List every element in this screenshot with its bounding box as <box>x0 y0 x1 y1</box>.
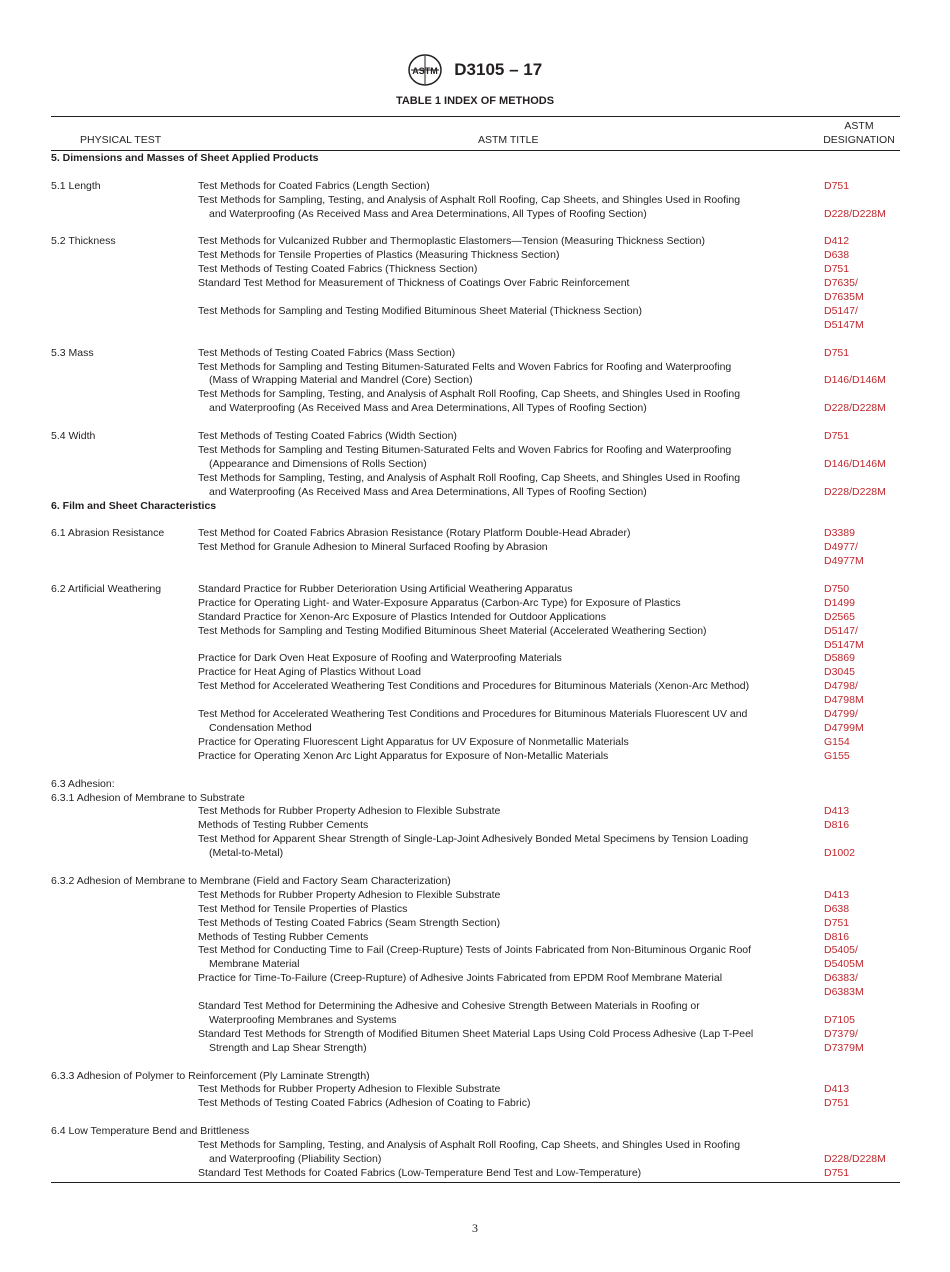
table-row <box>51 583 900 597</box>
title-line: Test Methods for Sampling, Testing, and Analysis of Asphalt Roll Roofing, Cap Sheets, and Shingles Used in Roofing <box>198 193 741 206</box>
designation-cell <box>824 666 855 680</box>
table-row <box>51 680 900 708</box>
designation-line <box>824 472 886 486</box>
page-number: 3 <box>472 1221 478 1235</box>
table-row <box>51 263 900 277</box>
designation-line <box>824 1000 855 1014</box>
title-line: Test Method for Granule Adhesion to Mineral Surfaced Roofing by Abrasion <box>198 541 548 554</box>
title-line: Test Methods for Sampling, Testing, and Analysis of Asphalt Roll Roofing, Cap Sheets, and Shingles Used in Roofing <box>198 471 741 484</box>
designation-cell <box>824 277 864 305</box>
designation-cell <box>824 527 855 541</box>
title-line: Standard Practice for Rubber Deterioration Using Artificial Weathering Apparatus <box>198 582 573 595</box>
astm-title-cell <box>198 819 811 833</box>
designation-line: D751 <box>824 1097 850 1110</box>
designation-cell <box>824 235 849 249</box>
column-header-astm-designation: ASTM DESIGNATION <box>823 120 895 146</box>
title-line: Test Methods of Testing Coated Fabrics (Thickness Section) <box>198 263 478 276</box>
table-row <box>51 1167 900 1181</box>
row-spacer <box>51 764 900 778</box>
table-row <box>51 472 900 500</box>
table-row <box>51 1028 900 1056</box>
designation-line: D4799/ <box>824 708 858 721</box>
table-row <box>51 361 900 389</box>
designation-cell <box>824 597 855 611</box>
designation-cell <box>824 361 886 389</box>
designation-line: D7635M <box>824 291 864 304</box>
subsection-heading <box>51 778 900 792</box>
row-spacer <box>51 861 900 875</box>
title-line: Membrane Material <box>209 958 300 971</box>
table-row <box>51 430 900 444</box>
designation-line: D5147M <box>824 638 864 651</box>
title-line: Practice for Operating Xenon Arc Light Apparatus for Exposure of Non-Metallic Materials <box>198 749 609 762</box>
table-row <box>51 903 900 917</box>
table-row <box>51 347 900 361</box>
document-header <box>0 54 950 86</box>
title-line: (Mass of Wrapping Material and Mandrel (Core) Section) <box>209 374 473 387</box>
row-spacer <box>51 513 900 527</box>
designation-cell <box>824 680 864 708</box>
astm-title-cell <box>198 1139 811 1167</box>
designation-line: D228/D228M <box>824 402 886 415</box>
designation-cell <box>824 472 886 500</box>
title-line: Test Method for Tensile Properties of Plastics <box>198 902 408 915</box>
designation-cell <box>824 889 849 903</box>
astm-title-cell <box>198 263 811 277</box>
table-top-rule <box>51 116 900 117</box>
designation-cell <box>824 430 849 444</box>
astm-title-cell <box>198 666 811 680</box>
table-row <box>51 652 900 666</box>
designation-line <box>824 194 886 208</box>
designation-line: D3045 <box>824 666 855 679</box>
title-line: Test Methods for Sampling and Testing Bitumen-Saturated Felts and Woven Fabrics for Roofing and Waterproofing <box>198 443 732 456</box>
title-line: Test Methods for Rubber Property Adhesion to Flexible Substrate <box>198 1083 501 1096</box>
title-line: Test Methods for Vulcanized Rubber and Thermoplastic Elastomers—Tension (Measuring Thickness Section) <box>198 235 705 248</box>
astm-title-cell <box>198 1083 811 1097</box>
astm-title-cell <box>198 833 811 861</box>
row-spacer <box>51 569 900 583</box>
designation-cell <box>824 180 849 194</box>
designation-line: D7379M <box>824 1041 864 1054</box>
astm-title-cell <box>198 472 811 500</box>
astm-title-cell <box>198 180 811 194</box>
designation-line: D4977/ <box>824 541 858 554</box>
title-line: Methods of Testing Rubber Cements <box>198 819 369 832</box>
astm-title-cell <box>198 736 811 750</box>
designation-line: D638 <box>824 249 850 262</box>
row-spacer <box>51 1056 900 1070</box>
column-header-astm-title: ASTM TITLE <box>478 134 539 146</box>
astm-title-cell <box>198 597 811 611</box>
subsection-heading <box>51 1070 900 1084</box>
designation-cell <box>824 249 849 263</box>
designation-cell <box>824 263 849 277</box>
title-line: Practice for Dark Oven Heat Exposure of Roofing and Waterproofing Materials <box>198 652 562 665</box>
designation-line <box>824 388 886 402</box>
title-line: Test Methods for Sampling and Testing Modified Bituminous Sheet Material (Thickness Section) <box>198 304 642 317</box>
designation-line: D4799M <box>824 721 864 734</box>
astm-title-cell <box>198 388 811 416</box>
designation-line: D5147/ <box>824 624 858 637</box>
designation-line: D751 <box>824 346 850 359</box>
designation-line: D7635/ <box>824 277 858 290</box>
row-spacer <box>51 166 900 180</box>
designation-cell <box>824 833 855 861</box>
designation-line: D6383/ <box>824 972 858 985</box>
designation-line: D751 <box>824 263 850 276</box>
designation-line: D5869 <box>824 652 855 665</box>
designation-line: D146/D146M <box>824 457 886 470</box>
title-line: Standard Test Method for Determining the Adhesive and Cohesive Strength Between Materials in Roofing or <box>198 1000 700 1013</box>
title-line: and Waterproofing (As Received Mass and Area Determinations, All Types of Roofing Section) <box>209 485 647 498</box>
astm-title-cell <box>198 1097 811 1111</box>
subsection-heading <box>51 1125 900 1139</box>
astm-title-cell <box>198 680 811 694</box>
astm-title-cell <box>198 305 811 319</box>
designation-cell <box>824 1083 849 1097</box>
table-row <box>51 833 900 861</box>
title-line: Test Methods of Testing Coated Fabrics (Width Section) <box>198 430 457 443</box>
table-row <box>51 972 900 1000</box>
astm-title-cell <box>198 361 811 389</box>
table-row <box>51 1000 900 1028</box>
table-row <box>51 527 900 541</box>
astm-title-cell <box>198 889 811 903</box>
row-label: 6. Film and Sheet Characteristics <box>51 499 217 512</box>
designation-line: D412 <box>824 235 850 248</box>
designation-line: D816 <box>824 930 850 943</box>
table-row <box>51 611 900 625</box>
designation-line <box>824 361 886 375</box>
document-designation: D3105 – 17 <box>454 60 543 79</box>
title-line: Standard Test Methods for Strength of Modified Bitumen Sheet Material Laps Using Cold Process Adhesive (Lap T-Peel <box>198 1027 754 1040</box>
designation-cell <box>824 1167 849 1181</box>
designation-cell <box>824 944 864 972</box>
astm-title-cell <box>198 1167 811 1181</box>
row-spacer <box>51 222 900 236</box>
astm-title-cell <box>198 944 811 972</box>
title-line: Test Methods of Testing Coated Fabrics (Adhesion of Coating to Fabric) <box>198 1097 531 1110</box>
designation-line <box>824 1139 886 1153</box>
astm-title-cell <box>198 444 811 472</box>
astm-title-cell <box>198 347 811 361</box>
designation-line: G155 <box>824 749 850 762</box>
table-row <box>51 305 900 333</box>
astm-title-cell <box>198 931 811 945</box>
designation-cell <box>824 736 850 750</box>
designation-cell <box>824 708 864 736</box>
title-line: Waterproofing Membranes and Systems <box>209 1013 397 1026</box>
title-line: Practice for Operating Fluorescent Light Apparatus for UV Exposure of Nonmetallic Materials <box>198 735 629 748</box>
title-line: Test Methods of Testing Coated Fabrics (Mass Section) <box>198 346 456 359</box>
astm-title-cell <box>198 972 811 986</box>
designation-cell <box>824 194 886 222</box>
row-label: 6.3 Adhesion: <box>51 777 115 790</box>
title-line: Test Methods for Sampling, Testing, and Analysis of Asphalt Roll Roofing, Cap Sheets, and Shingles Used in Roofing <box>198 388 741 401</box>
astm-title-cell <box>198 708 811 736</box>
table-row <box>51 388 900 416</box>
table-row <box>51 931 900 945</box>
title-line: Practice for Operating Light- and Water-Exposure Apparatus (Carbon-Arc Type) for Exposure of Plastics <box>198 596 681 609</box>
title-line: Test Methods for Tensile Properties of Plastics (Measuring Thickness Section) <box>198 249 560 262</box>
designation-line: D751 <box>824 430 850 443</box>
designation-line <box>824 833 855 847</box>
row-label: 6.4 Low Temperature Bend and Brittleness <box>51 1125 250 1138</box>
title-line: Condensation Method <box>209 721 312 734</box>
table-row <box>51 917 900 931</box>
designation-line: D751 <box>824 179 850 192</box>
title-line: Methods of Testing Rubber Cements <box>198 930 369 943</box>
designation-line: D5405/ <box>824 944 858 957</box>
designation-cell <box>824 1097 849 1111</box>
astm-title-cell <box>198 611 811 625</box>
designation-line: D750 <box>824 582 850 595</box>
astm-title-cell <box>198 1028 811 1056</box>
title-line: Test Methods for Coated Fabrics (Length Section) <box>198 179 430 192</box>
designation-cell <box>824 652 855 666</box>
designation-cell <box>824 972 864 1000</box>
title-line: Test Methods of Testing Coated Fabrics (Seam Strength Section) <box>198 916 501 929</box>
astm-title-cell <box>198 652 811 666</box>
designation-line: D228/D228M <box>824 1153 886 1165</box>
title-line: Test Method for Accelerated Weathering Test Conditions and Procedures for Bituminous Materials Fluorescent UV and <box>198 708 748 721</box>
table-row <box>51 666 900 680</box>
designation-line: G154 <box>824 735 850 748</box>
title-line: Strength and Lap Shear Strength) <box>209 1041 367 1054</box>
physical-test-cell: 5.2 Thickness <box>51 235 116 248</box>
table-row <box>51 736 900 750</box>
designation-line: D1499 <box>824 596 855 609</box>
designation-line: D2565 <box>824 610 855 623</box>
designation-line: D413 <box>824 888 850 901</box>
title-line: Test Method for Conducting Time to Fail (Creep-Rupture) Tests of Joints Fabricated from Non-Bituminous Organic Roof <box>198 944 752 957</box>
designation-line: D751 <box>824 1166 850 1179</box>
designation-cell <box>824 541 864 569</box>
designation-line <box>824 444 886 458</box>
designation-line: D413 <box>824 805 850 818</box>
section-heading <box>51 500 900 514</box>
designation-line: D751 <box>824 916 850 929</box>
designation-cell <box>824 931 849 945</box>
designation-line: D228/D228M <box>824 485 886 498</box>
title-line: Test Methods for Sampling, Testing, and Analysis of Asphalt Roll Roofing, Cap Sheets, and Shingles Used in Roofing <box>198 1139 741 1152</box>
astm-title-cell <box>198 249 811 263</box>
svg-text:ASTM: ASTM <box>412 66 438 76</box>
physical-test-cell: 6.1 Abrasion Resistance <box>51 527 165 540</box>
title-line: and Waterproofing (As Received Mass and Area Determinations, All Types of Roofing Section) <box>209 402 647 415</box>
row-label: 6.3.1 Adhesion of Membrane to Substrate <box>51 791 245 804</box>
astm-title-cell <box>198 541 811 555</box>
table-row <box>51 944 900 972</box>
table-title: TABLE 1 INDEX OF METHODS <box>395 95 555 107</box>
section-heading <box>51 152 900 166</box>
title-line: Test Methods for Sampling and Testing Modified Bituminous Sheet Material (Accelerated Weathering Section) <box>198 624 707 637</box>
designation-cell <box>824 819 849 833</box>
table-row <box>51 889 900 903</box>
table-row <box>51 750 900 764</box>
astm-title-cell <box>198 903 811 917</box>
designation-cell <box>824 611 855 625</box>
physical-test-cell: 5.4 Width <box>51 430 96 443</box>
column-header-physical-test: PHYSICAL TEST <box>80 134 162 146</box>
table-row <box>51 277 900 305</box>
table-row <box>51 805 900 819</box>
designation-line: D816 <box>824 819 850 832</box>
astm-title-cell <box>198 750 811 764</box>
designation-cell <box>824 305 864 333</box>
title-line: and Waterproofing (Pliability Section) <box>209 1153 382 1165</box>
designation-line: D7105 <box>824 1013 855 1026</box>
title-line: Standard Practice for Xenon-Arc Exposure of Plastics Intended for Outdoor Applications <box>198 610 606 623</box>
subsection-heading <box>51 792 900 806</box>
title-line: Test Method for Accelerated Weathering Test Conditions and Procedures for Bituminous Materials (Xenon-Arc Method) <box>198 680 750 693</box>
table-row <box>51 194 900 222</box>
designation-cell <box>824 625 864 653</box>
designation-line: D4798/ <box>824 680 858 693</box>
astm-title-cell <box>198 805 811 819</box>
designation-cell <box>824 347 849 361</box>
designation-line: D5405M <box>824 958 864 971</box>
designation-line: D228/D228M <box>824 207 886 220</box>
designation-cell <box>824 444 886 472</box>
designation-line: D4977M <box>824 555 864 568</box>
table-row <box>51 235 900 249</box>
table-row <box>51 180 900 194</box>
title-line: Test Method for Coated Fabrics Abrasion Resistance (Rotary Platform Double-Head Abrader) <box>198 527 631 540</box>
physical-test-cell: 5.3 Mass <box>51 346 94 359</box>
astm-title-cell <box>198 917 811 931</box>
table-row <box>51 1097 900 1111</box>
table-row <box>51 444 900 472</box>
table-row <box>51 708 900 736</box>
designation-cell <box>824 583 849 597</box>
title-line: (Appearance and Dimensions of Rolls Section) <box>209 457 427 470</box>
designation-cell <box>824 917 849 931</box>
title-line: Standard Test Methods for Coated Fabrics (Low-Temperature Bend Test and Low-Temperature) <box>198 1166 642 1179</box>
title-line: Test Methods for Rubber Property Adhesion to Flexible Substrate <box>198 805 501 818</box>
table-row <box>51 1083 900 1097</box>
designation-line: D7379/ <box>824 1027 858 1040</box>
astm-title-cell <box>198 625 811 639</box>
designation-cell <box>824 1028 864 1056</box>
row-spacer <box>51 1111 900 1125</box>
designation-cell <box>824 388 886 416</box>
designation-cell <box>824 1139 886 1167</box>
table-header-rule <box>51 150 900 151</box>
physical-test-cell: 6.2 Artificial Weathering <box>51 582 162 595</box>
designation-line: D413 <box>824 1083 850 1096</box>
table-row <box>51 1139 900 1167</box>
astm-title-cell <box>198 235 811 249</box>
astm-title-cell <box>198 277 811 291</box>
index-table-body <box>51 152 900 1181</box>
table-bottom-rule <box>51 1182 900 1183</box>
designation-line: D1002 <box>824 847 855 860</box>
astm-title-cell <box>198 430 811 444</box>
title-line: (Metal-to-Metal) <box>209 847 284 860</box>
table-row <box>51 819 900 833</box>
astm-title-cell <box>198 1000 811 1028</box>
designation-line: D5147/ <box>824 304 858 317</box>
designation-line: D3389 <box>824 527 855 540</box>
row-label: 5. Dimensions and Masses of Sheet Applied Products <box>51 152 319 164</box>
astm-title-cell <box>198 527 811 541</box>
designation-line: D146/D146M <box>824 374 886 387</box>
table-row <box>51 597 900 611</box>
title-line: Test Methods for Rubber Property Adhesion to Flexible Substrate <box>198 888 501 901</box>
designation-line: D4798M <box>824 694 864 707</box>
title-line: and Waterproofing (As Received Mass and Area Determinations, All Types of Roofing Section) <box>209 207 647 220</box>
designation-line: D6383M <box>824 986 864 999</box>
table-row <box>51 249 900 263</box>
title-line: Practice for Heat Aging of Plastics Without Load <box>198 666 421 679</box>
title-line: Standard Test Method for Measurement of Thickness of Coatings Over Fabric Reinforcement <box>198 277 630 290</box>
designation-cell <box>824 750 850 764</box>
row-spacer <box>51 416 900 430</box>
astm-title-cell <box>198 583 811 597</box>
designation-line: D638 <box>824 902 850 915</box>
table-row <box>51 625 900 653</box>
designation-line: D5147M <box>824 318 864 331</box>
row-label: 6.3.3 Adhesion of Polymer to Reinforcement (Ply Laminate Strength) <box>51 1069 370 1082</box>
subsection-heading <box>51 875 900 889</box>
title-line: Practice for Time-To-Failure (Creep-Rupture) of Adhesive Joints Fabricated from EPDM Roof Membrane Material <box>198 972 723 985</box>
designation-cell <box>824 903 849 917</box>
designation-cell <box>824 805 849 819</box>
table-row <box>51 541 900 569</box>
row-label: 6.3.2 Adhesion of Membrane to Membrane (Field and Factory Seam Characterization) <box>51 874 451 887</box>
physical-test-cell: 5.1 Length <box>51 179 101 192</box>
title-line: Test Method for Apparent Shear Strength of Single-Lap-Joint Adhesively Bonded Metal Specimens by Tension Loading <box>198 833 749 846</box>
astm-title-cell <box>198 194 811 222</box>
title-line: Test Methods for Sampling and Testing Bitumen-Saturated Felts and Woven Fabrics for Roofing and Waterproofing <box>198 360 732 373</box>
astm-logo-icon <box>408 54 442 86</box>
designation-cell <box>824 1000 855 1028</box>
row-spacer <box>51 333 900 347</box>
